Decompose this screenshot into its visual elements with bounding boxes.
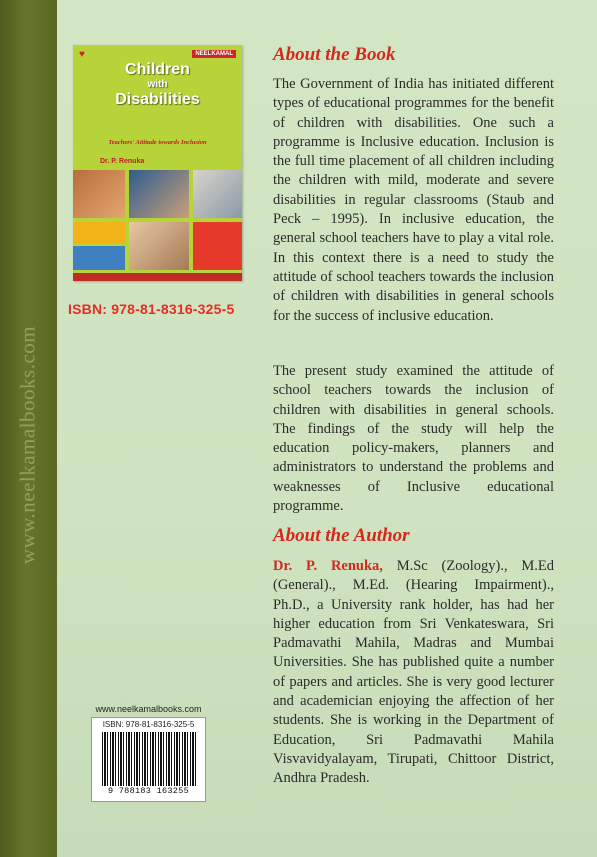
barcode-website: www.neelkamalbooks.com — [95, 704, 202, 714]
cover-photo — [73, 170, 125, 218]
thumbnail-title-line3: Disabilities — [115, 91, 200, 108]
about-author-heading: About the Author — [273, 525, 410, 546]
thumbnail-title-line2: with — [147, 79, 168, 90]
color-block — [193, 222, 242, 270]
author-bio-text: M.Sc (Zoology)., M.Ed (General)., M.Ed. (Hearing Impairment)., Ph.D., a University rank holder, has had her higher education from Sri Venkateswara, Sri Padmavathi Mahila, Madras and Mumbai Universities. She has published quite a number of papers and articles. She is very good lecturer and academician enjoying the affection of her students. She is working in the Department of Education, Sri Padmavathi Mahila Visvavidyalayam, Tirupati, Chittoor District, Andhra Pradesh. — [273, 558, 554, 787]
thumbnail-subtitle: Teachers' Attitude towards Inclusion — [108, 139, 207, 146]
cover-photo — [129, 222, 189, 270]
barcode-area — [91, 704, 206, 802]
thumbnail-title-line1: Children — [125, 61, 190, 78]
barcode-number: 9 788183 163255 — [107, 786, 189, 796]
about-book-paragraph-1: The Government of India has initiated different types of educational programmes for the benefit of children with disabilities. One such a programme is Inclusive education. Inclusion is the full time placement of all children including the children with mild, moderate and severe disabilities in regular classrooms (Staub and Peck – 1995). In inclusive education, the general school teachers have to play a vital role. In this context there is a need to study the attitude of school teachers towards the inclusion of children with disabilities in general schools for the success of inclusive education. — [273, 76, 554, 324]
cover-photo — [129, 170, 189, 218]
isbn-label: ISBN: 978-81-8316-325-5 — [68, 301, 235, 317]
author-bio — [273, 557, 554, 789]
publisher-mark-icon: ♥ — [79, 49, 85, 60]
color-block — [73, 246, 125, 270]
cover-photo — [193, 170, 242, 218]
thumbnail-author: Dr. P. Renuka — [100, 158, 145, 165]
barcode-label — [91, 717, 206, 802]
thumbnail-bottom-band — [73, 273, 242, 281]
barcode-bars — [102, 732, 196, 786]
thumbnail-title — [73, 61, 242, 109]
about-book-heading: About the Book — [273, 44, 396, 65]
spine-website-text: www.neelkamalbooks.com — [15, 325, 40, 565]
book-spine — [0, 0, 57, 857]
barcode-isbn: ISBN: 978-81-8316-325-5 — [102, 720, 195, 729]
publisher-logo: NEELKAMAL — [192, 50, 236, 58]
color-block — [73, 222, 125, 244]
about-book-paragraph-2: The present study examined the attitude of school teachers towards the inclusion of children with disabilities in general schools. The findings of the study will help the education policy-makers, planners and administrators to understand the problems and weaknesses of Inclusive educational programme. — [273, 363, 554, 515]
author-name: Dr. P. Renuka, — [273, 558, 383, 574]
front-cover-thumbnail — [73, 45, 242, 281]
